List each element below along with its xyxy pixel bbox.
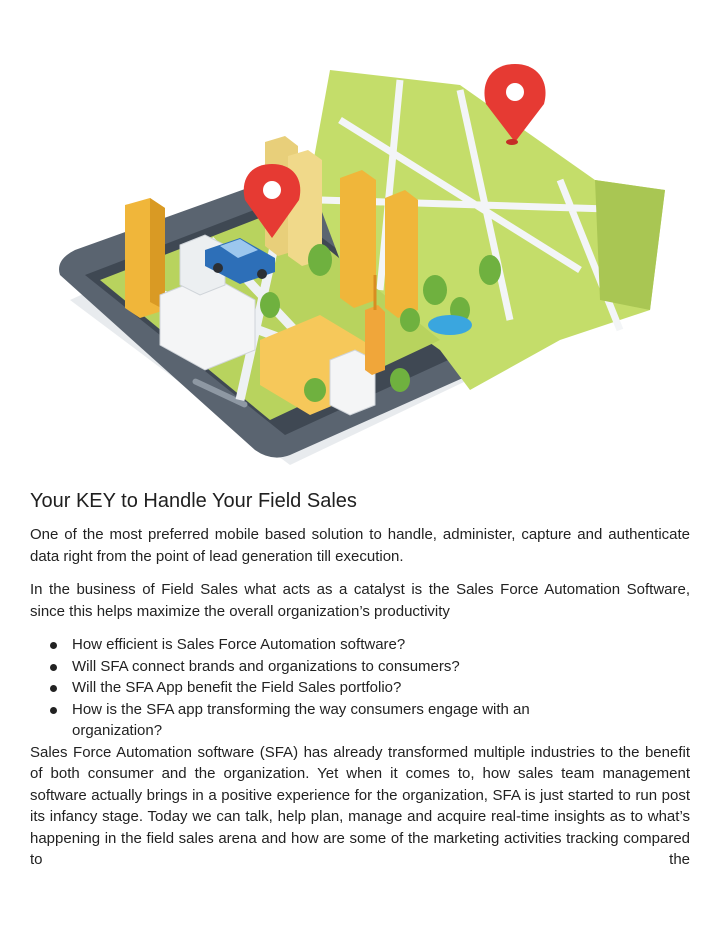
body-paragraph: Sales Force Automation software (SFA) has already transformed multiple industries to the benefit of both consumer and the organization. Yet when it comes to, how sales team management software actually brings in a positive experience for the organization, SFA is just started to run post its infancy stage. Today we can talk, help plan, manage and acquire real-time insights as to what’s happening in the field sales arena and how are some of the marketing activities tracking compared to the [30, 743, 690, 868]
list-item: Will SFA connect brands and organizations to consumers? [72, 656, 612, 678]
list-item: How is the SFA app transforming the way consumers engage with an organization? [72, 699, 612, 742]
pond [428, 315, 472, 335]
list-item: Will the SFA App benefit the Field Sales portfolio? [72, 677, 612, 699]
article [30, 486, 690, 871]
map-fold-shade [595, 180, 665, 310]
building-tall-left-side [150, 198, 165, 310]
hero-illustration [40, 60, 680, 465]
bullet-icon [50, 707, 57, 714]
building-orange-1 [340, 170, 376, 308]
building-orange-2 [385, 190, 418, 318]
bullet-icon [50, 642, 57, 649]
bullet-icon [50, 685, 57, 692]
building-spire [365, 305, 385, 375]
intro-paragraph: One of the most preferred mobile based solution to handle, administer, capture and authenticate data right from the point of lead generation till execution. [30, 526, 690, 565]
question-list [30, 634, 690, 742]
bullet-icon [50, 664, 57, 671]
list-item: How efficient is Sales Force Automation software? [72, 634, 612, 656]
catalyst-paragraph: In the business of Field Sales what acts as a catalyst is the Sales Force Automation Software, since this helps maximize the overall organization’s productivity [30, 581, 690, 620]
article-title: Your KEY to Handle Your Field Sales [30, 490, 357, 512]
